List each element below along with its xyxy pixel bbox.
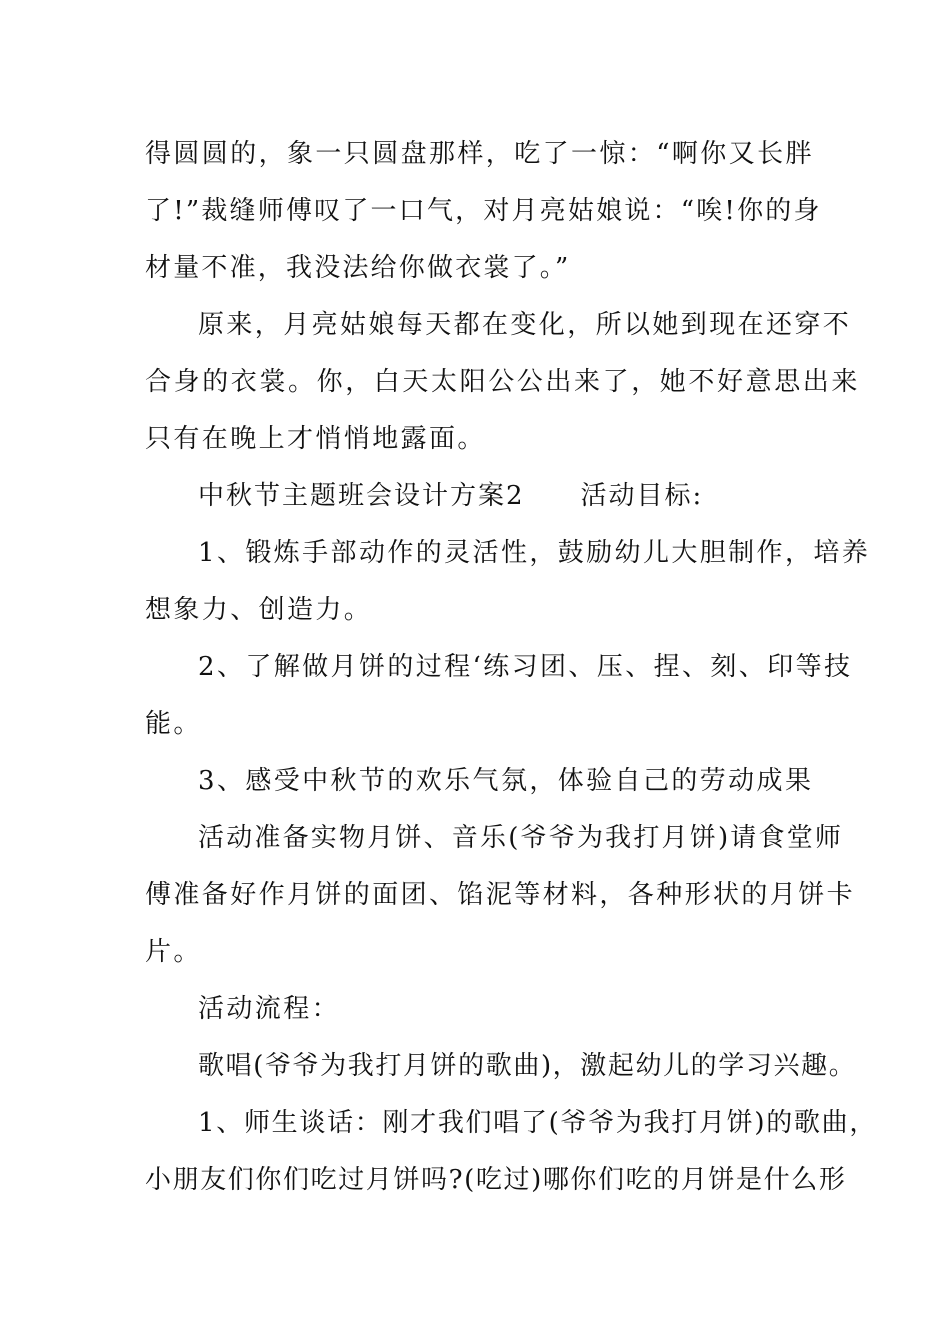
text-line: 傅准备好作月饼的面团、馅泥等材料，各种形状的月饼卡 <box>145 880 856 910</box>
text-line: 1、锻炼手部动作的灵活性，鼓励幼儿大胆制作，培养 <box>198 538 871 568</box>
text-line: 合身的衣裳。你，白天太阳公公出来了，她不好意思出来 <box>145 367 861 397</box>
text-line: 1、师生谈话：刚才我们唱了(爷爷为我打月饼)的歌曲， <box>198 1108 878 1138</box>
text-line: 想象力、创造力。 <box>145 595 373 625</box>
text-line: 歌唱(爷爷为我打月饼的歌曲)，激起幼儿的学习兴趣。 <box>198 1051 857 1081</box>
text-line: 3、感受中秋节的欢乐气氛，体验自己的劳动成果 <box>198 766 814 796</box>
text-line: 片。 <box>145 937 202 967</box>
text-line: 2、了解做月饼的过程‘练习团、压、捏、刻、印等技 <box>198 652 853 682</box>
text-line: 原来，月亮姑娘每天都在变化，所以她到现在还穿不 <box>198 310 852 340</box>
section-heading: 活动流程： <box>198 994 341 1024</box>
section-heading: 中秋节主题班会设计方案2 活动目标: <box>198 481 704 511</box>
text-line: 只有在晚上才悄悄地露面。 <box>145 424 486 454</box>
text-line: 了!”裁缝师傅叹了一口气，对月亮姑娘说：“唉!你的身 <box>145 196 822 226</box>
text-line: 小朋友们你们吃过月饼吗?(吃过)哪你们吃的月饼是什么形 <box>145 1165 847 1195</box>
text-line: 活动准备实物月饼、音乐(爷爷为我打月饼)请食堂师 <box>198 823 844 853</box>
text-line: 得圆圆的，象一只圆盘那样，吃了一惊：“啊你又长胖 <box>145 139 814 169</box>
text-line: 能。 <box>145 709 202 739</box>
text-line: 材量不准，我没法给你做衣裳了。” <box>145 253 571 283</box>
